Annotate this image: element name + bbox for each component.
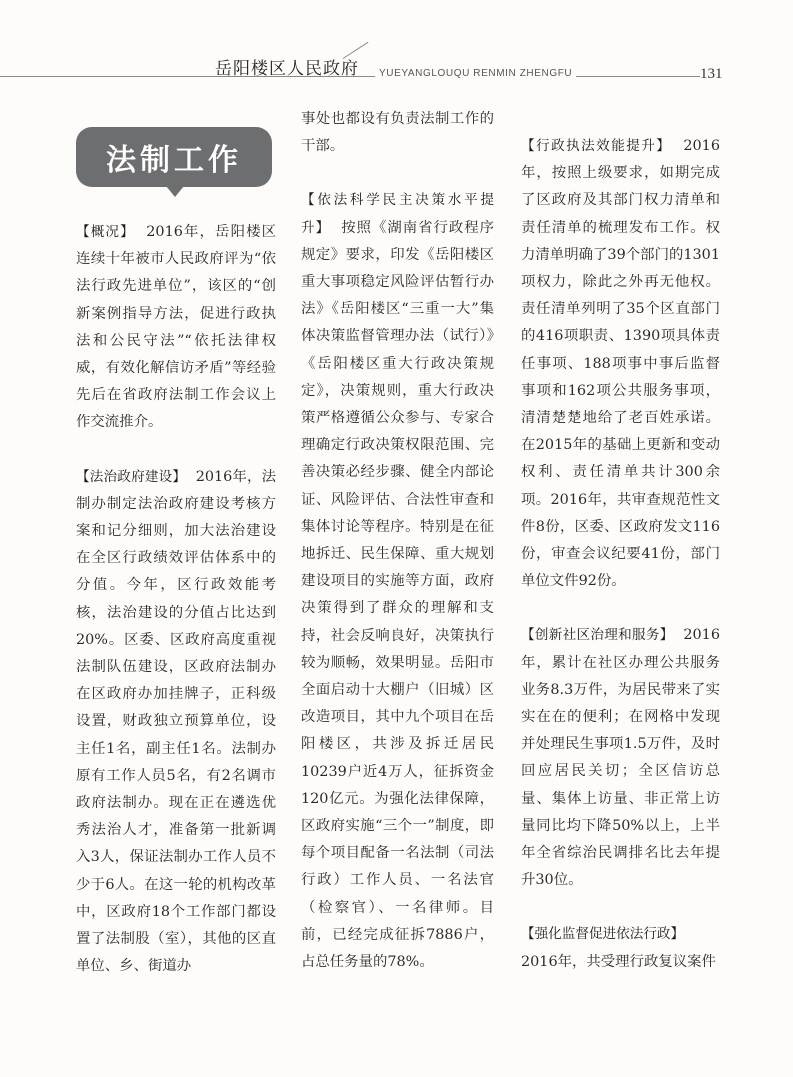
paragraph-text: 按照《湖南省行政程序规定》要求，印发《岳阳楼区重大事项稳定风险评估暂行办法》《岳阳楼区“三重一大”集体决策监督管理办法（试行）》《岳阳楼区重大行政决策规定》，决策规则，重大行政决策严格遵循公众参与、专家合理确定行政决策权限范围、完善决策必经步骤、健全内部论证、风险评估、合法性审查和集体讨论等程序。特别是在征地拆迁、民生保障、重大规划建设项目的实施等方面，政府决策得到了群众的理解和支持，社会反响良好，决策执行较为顺畅，效果明显。岳阳市全面启动十大棚户（旧城）区改造项目，其中九个项目在岳阳楼区，共涉及拆迁居民10239户近4万人，征拆资金120亿元。为强化法律保障，区政府实施“三个一”制度，即每个项目配备一名法制（司法行政）工作人员、一名法官（检察官）、一名律师。目前，已经完成征拆7886户，占总任务量的78%。 bbox=[301, 219, 494, 971]
text-column-3 bbox=[521, 133, 720, 976]
paragraph-text: 2016年，累计在社区办理公共服务业务8.3万件，为居民带来了实实在在的便利；在网格中发现并处理民生事项1.5万件，及时回应居民关切；全区信访总量、集体上访量、非正常上访量同比均下降50%以上，上半年全省综治民调排名比去年提升30位。 bbox=[521, 627, 720, 889]
text-column-2 bbox=[301, 106, 494, 976]
paragraph bbox=[76, 219, 276, 437]
paragraph-heading: 【强化监督促进依法行政】 bbox=[521, 926, 685, 943]
paragraph bbox=[521, 921, 720, 975]
section-title-badge bbox=[76, 127, 272, 187]
paragraph-text: 2016年，法制办制定法治政府建设考核方案和记分细则，加大法治建设在全区行政绩效评估体系中的分值。今年，区行政效能考核，法治建设的分值占比达到20%。区委、区政府高度重视法制队伍建设，区政府法制办在区政府办加挂牌子，正科级设置，财政独立预算单位，设主任1名，副主任1名。法制办原有工作人员5名，有2名调市政府法制办。现在正在遴选优秀法治人才，准备第一批新调入3人，保证法制办工作人员不少于6人。在这一轮的机构改革中，区政府18个工作部门都设置了法制股（室），其他的区直单位、乡、街道办 bbox=[76, 468, 277, 975]
paragraph-text: 2016年，按照上级要求，如期完成了区政府及其部门权力清单和责任清单的梳理发布工作。权力清单明确了39个部门的1301项权力，除此之外再无他权。责任清单列明了35个区直部门的416项职责、1390项具体责任事项、188项事中事后监督事项和162项公共服务事项，清清楚楚地给了老百姓承诺。在2015年的基础上更新和变动权利、责任清单共计300余项。2016年，共审查规范性文件8份，区委、区政府发文116份，审查会议纪要41份，部门单位文件92份。 bbox=[521, 138, 720, 590]
paragraph-heading: 【依法科学民主决策水平提升】 bbox=[301, 192, 494, 236]
paragraph bbox=[301, 106, 494, 160]
paragraph-heading: 【法治政府建设】 bbox=[76, 468, 187, 485]
paragraph-text: 2016年，共受理行政复议案件 bbox=[521, 953, 716, 970]
text-column-1 bbox=[76, 219, 276, 980]
paragraph-heading: 【行政执法效能提升】 bbox=[521, 138, 672, 154]
paragraph bbox=[521, 622, 720, 894]
paragraph-heading: 【创新社区治理和服务】 bbox=[521, 627, 674, 644]
paragraph-text: 事处也都设有负责法制工作的干部。 bbox=[301, 111, 494, 155]
paragraph bbox=[301, 187, 494, 976]
header-title: 岳阳楼区人民政府 bbox=[215, 59, 359, 79]
section-title-badge-tail bbox=[166, 186, 184, 197]
page-number: 131 bbox=[700, 66, 723, 82]
paragraph bbox=[521, 133, 720, 595]
paragraph-heading: 【概况】 bbox=[76, 224, 135, 240]
header-pinyin: YUEYANGLOUQU RENMIN ZHENGFU bbox=[375, 68, 576, 79]
page-header bbox=[0, 0, 793, 95]
paragraph-text: 2016年，岳阳楼区连续十年被市人民政府评为“依法行政先进单位”，该区的“创新案例指导方法，促进行政执法和公民守法”“依托法律权威，有效化解信访矛盾”等经验先后在省政府法制工作会议上作交流推介。 bbox=[76, 224, 276, 431]
paragraph bbox=[76, 464, 276, 981]
section-title: 法制工作 bbox=[106, 143, 242, 178]
